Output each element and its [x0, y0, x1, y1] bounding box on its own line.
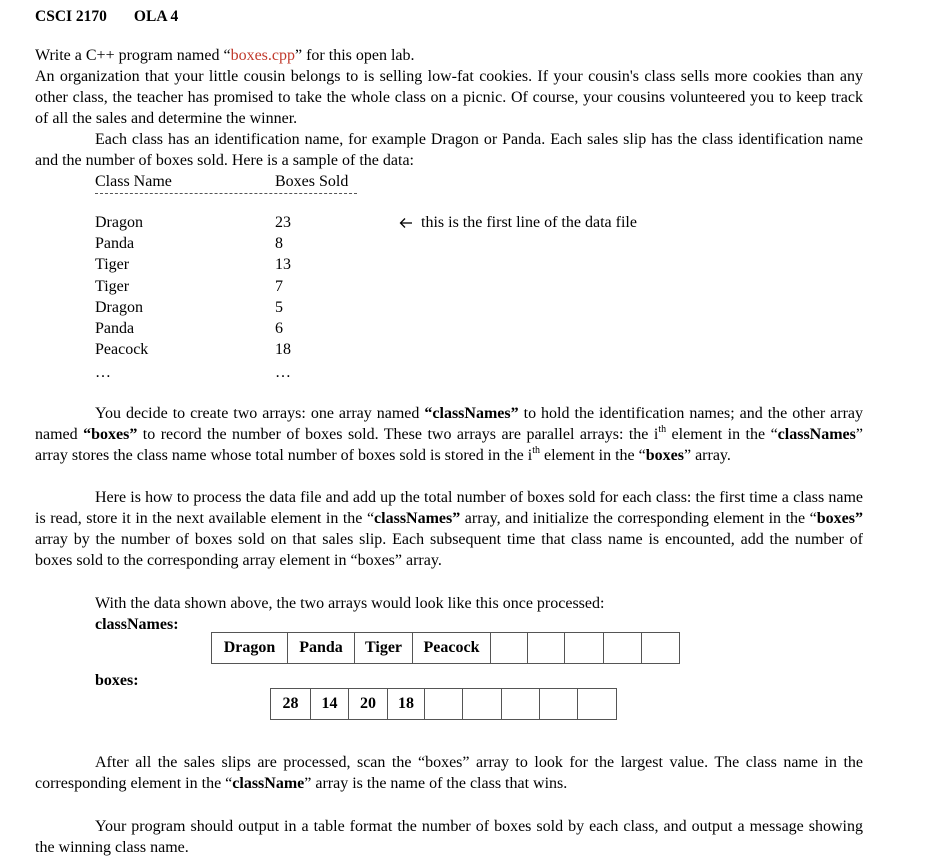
- intro-line-1: [35, 45, 863, 66]
- array-cell: [491, 633, 528, 664]
- output-paragraph: [35, 816, 863, 858]
- assignment-name: OLA 4: [133, 8, 179, 25]
- text: element in the “: [666, 426, 778, 443]
- table-row: [0, 297, 932, 318]
- array-cell: [425, 689, 463, 720]
- document-header: [35, 7, 178, 27]
- array-cell: [565, 633, 604, 664]
- dashed-divider: [95, 193, 357, 194]
- row-boxes: 7: [275, 278, 283, 295]
- classname-term: className: [232, 775, 305, 792]
- superscript: th: [658, 423, 667, 435]
- table-row-ellipsis: [0, 362, 932, 383]
- array-cell: [578, 689, 617, 720]
- class-description-text: Each class has an identification name, for example Dragon or Panda. Each sales slip has the class identification name and the number of boxes sold. Here is a sample of the data:: [35, 131, 863, 169]
- row-class-name: Tiger: [95, 278, 130, 295]
- classnames-term: classNames: [777, 426, 856, 443]
- classnames-term: classNames”: [374, 510, 461, 527]
- row-boxes: 5: [275, 299, 283, 316]
- col-class-name: Class Name: [95, 173, 172, 190]
- table-row: [0, 254, 932, 275]
- text: After all the sales slips are processed, scan the “boxes” array to look for the largest value. The class name in the corresponding element in the “: [35, 754, 863, 792]
- classnames-array: [211, 632, 680, 664]
- row-class-name: Dragon: [95, 299, 143, 316]
- array-cell: [502, 689, 540, 720]
- row-class-name: Peacock: [95, 341, 149, 358]
- array-cell: [642, 633, 680, 664]
- row-class-name: Panda: [95, 235, 135, 252]
- row-boxes: 13: [275, 256, 291, 273]
- scan-paragraph: [35, 752, 863, 794]
- col-boxes-sold: Boxes Sold: [275, 173, 349, 190]
- process-paragraph: [35, 487, 863, 571]
- boxes-label: boxes:: [95, 672, 139, 689]
- array-cell: Panda: [288, 633, 355, 664]
- row-class-name: Dragon: [95, 214, 143, 231]
- array-cell: [463, 689, 502, 720]
- row-class-name: Tiger: [95, 256, 130, 273]
- arrays-paragraph: [35, 403, 863, 466]
- text: to hold the identification names; and the other array named: [35, 405, 863, 443]
- boxes-term: boxes”: [816, 510, 863, 527]
- row-boxes: 18: [275, 341, 291, 358]
- row-boxes: 6: [275, 320, 283, 337]
- text: ” array stores the class name whose total number of boxes sold is stored in the i: [35, 426, 863, 464]
- array-cell: 20: [349, 689, 388, 720]
- array-cell: [528, 633, 565, 664]
- arrays-demo-intro: With the data shown above, the two arrays would look like this once processed:: [95, 595, 605, 612]
- array-cell: Peacock: [413, 633, 491, 664]
- text: array, and initialize the corresponding element in the “: [460, 510, 817, 527]
- intro-paragraph: An organization that your little cousin belongs to is selling low-fat cookies. If your cousin's class sells more cookies than any other class, the teacher has promised to take the whole class on a picnic. Of course, your cousins volunteered you to keep track of all the sales and determine the winner.: [35, 68, 863, 127]
- classnames-label: classNames:: [95, 616, 179, 633]
- text: Your program should output in a table format the number of boxes sold by each class, and output a message showing the winning class name.: [35, 818, 863, 856]
- boxes-term: boxes: [645, 447, 684, 464]
- table-row: [0, 276, 932, 297]
- filename: boxes.cpp: [230, 47, 295, 64]
- ellipsis: …: [275, 364, 291, 381]
- left-arrow-icon: [399, 212, 413, 233]
- first-line-note: this is the first line of the data file: [421, 214, 637, 231]
- array-cell: [604, 633, 642, 664]
- array-cell: Dragon: [212, 633, 288, 664]
- array-cell: Tiger: [355, 633, 413, 664]
- sample-header-row: [0, 171, 932, 192]
- text: element in the “: [540, 447, 646, 464]
- text: Here is how to process the data file and add up the total number of boxes sold for each class: the first time a class name is read, store it in the next available element in the “: [35, 489, 863, 527]
- boxes-array: [270, 688, 617, 720]
- table-row: [0, 233, 932, 254]
- class-description-paragraph: [35, 129, 863, 171]
- row-boxes: 23: [275, 214, 291, 231]
- row-boxes: 8: [275, 235, 283, 252]
- intro-text: Write a C++ program named “: [35, 47, 231, 64]
- text: to record the number of boxes sold. These two arrays are parallel arrays: the i: [137, 426, 659, 443]
- boxes-term: “boxes”: [83, 426, 138, 443]
- course-code: CSCI 2170: [35, 8, 107, 25]
- row-class-name: Panda: [95, 320, 135, 337]
- text: array by the number of boxes sold on that sales slip. Each subsequent time that class name is encounted, add the number of boxes sold to the corresponding array element in “boxes” array.: [35, 531, 863, 569]
- text: You decide to create two arrays: one array named: [95, 405, 425, 422]
- table-row: [0, 318, 932, 339]
- table-row: [0, 339, 932, 360]
- array-cell: 18: [388, 689, 425, 720]
- intro-text-end: ” for this open lab.: [295, 47, 415, 64]
- array-cell: [540, 689, 578, 720]
- ellipsis: …: [95, 364, 111, 381]
- classnames-term: “classNames”: [424, 405, 519, 422]
- array-cell: 14: [311, 689, 349, 720]
- superscript: th: [532, 444, 540, 456]
- text: ” array.: [683, 447, 731, 464]
- array-cell: 28: [271, 689, 311, 720]
- text: ” array is the name of the class that wins.: [304, 775, 568, 792]
